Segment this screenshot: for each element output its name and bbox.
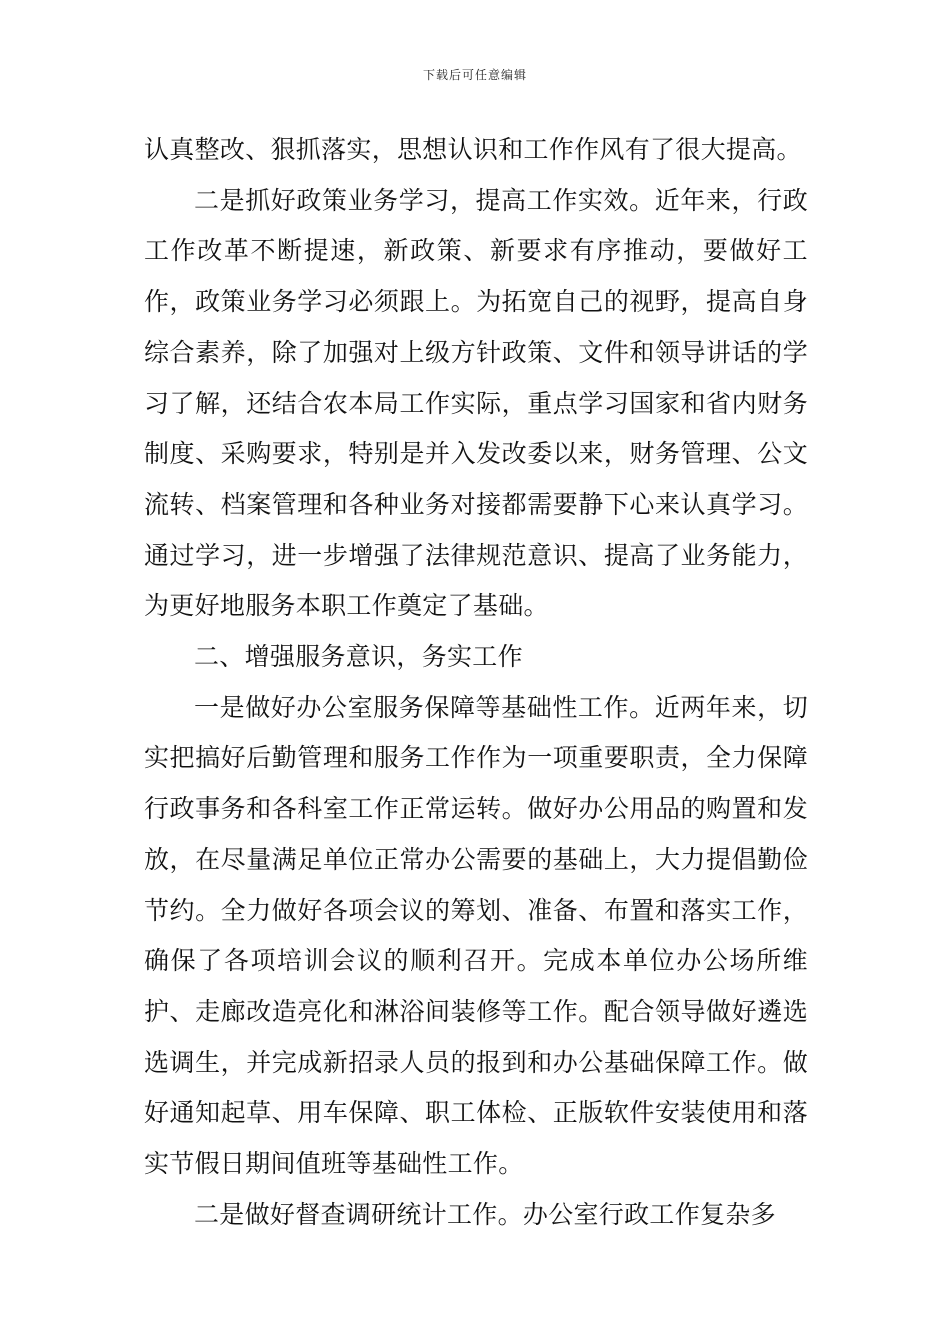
paragraph: 二是抓好政策业务学习，提高工作实效。近年来，行政工作改革不断提速，新政策、新要求有序推动，要做好工作，政策业务学习必须跟上。为拓宽自己的视野，提高自身综合素养，除了加强对上级方针政策、文件和领导讲话的学习了解，还结合农本局工作实际，重点学习国家和省内财务制度、采购要求，特别是并入发改委以来，财务管理、公文流转、档案管理和各种业务对接都需要静下心来认真学习。通过学习，进一步增强了法律规范意识、提高了业务能力，为更好地服务本职工作奠定了基础。 (144, 185, 808, 621)
paragraph: 一是做好办公室服务保障等基础性工作。近两年来，切实把搞好后勤管理和服务工作作为一项重要职责，全力保障行政事务和各科室工作正常运转。做好办公用品的购置和发放，在尽量满足单位正常办公需要的基础上，大力提倡勤俭节约。全力做好各项会议的筹划、准备、布置和落实工作，确保了各项培训会议的顺利召开。完成本单位办公场所维护、走廊改造亮化和淋浴间装修等工作。配合领导做好遴选选调生，并完成新招录人员的报到和办公基础保障工作。做好通知起草、用车保障、职工体检、正版软件安装使用和落实节假日期间值班等基础性工作。 (144, 692, 808, 1179)
paragraph: 二是做好督查调研统计工作。办公室行政工作复杂多 (194, 1199, 776, 1229)
paragraph: 认真整改、狠抓落实，思想认识和工作作风有了很大提高。 (144, 135, 802, 164)
page-header: 下载后可任意编辑 (422, 68, 527, 82)
section-heading: 二、增强服务意识，务实工作 (194, 642, 523, 672)
document-body (144, 125, 808, 1240)
